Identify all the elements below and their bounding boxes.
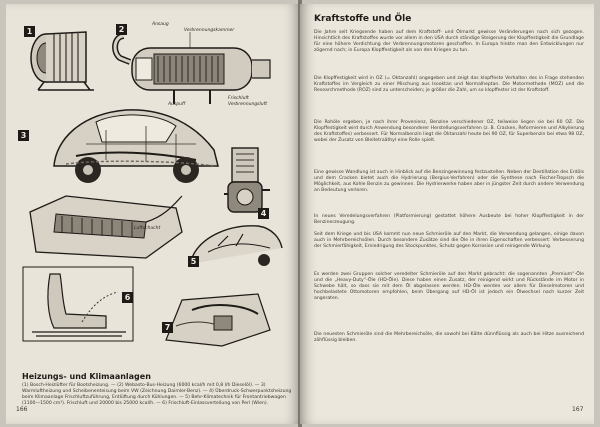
figure-3-number: 3: [18, 130, 29, 141]
figure-5-car-front: [188, 216, 284, 270]
figure-4-number: 4: [258, 208, 269, 219]
section-heading: Kraftstoffe und Öle: [314, 14, 412, 24]
left-page: [6, 4, 300, 424]
paragraph-7: Es werden zwei Gruppen solcher veredelter Schmieröle auf den Markt gebracht: die sogenannten „Premium“-Öle und die „Heavy-Duty“-Öle (HD-Öle). Diese haben einen Zusatz, der reinigend wirkt und Rückstände im Motor in Schwebe hält, so dass sie mit dem Öl abgelassen werden. HD-Öle werden vor allem für Dieselmotoren und hochbelastete Ottomotoren empfohlen, beim Übergang auf HD-Öl ist jedoch ein Ölwechsel nach kurzer Zeit angeraten.: [314, 272, 584, 302]
callout-frischluft: Frischluft: [228, 96, 249, 101]
figure-7-engine: [162, 280, 274, 350]
figure-6-seat: [22, 266, 134, 342]
paragraph-6: Seit dem Kriege und bis USA kommt nun neue Schmieröle auf den Markt, die Verwendung gelangen, einige davon auch in Mehrbereichsölen. Durch besondere Zusätze sind die Öle in ihren Eigenschaften verbessert: Verbesserung der Schmierfähigkeit, Erniedrigung des Stockpunktes, Schutz gegen Korrosion und reinigende Wirkung.: [314, 232, 584, 250]
figure-2-number: 2: [116, 24, 127, 35]
figure-1-heater: [24, 26, 104, 92]
figure-4-unit: [222, 144, 272, 220]
callout-luftschacht: Luftschacht: [134, 226, 161, 231]
page-number-right: 167: [572, 406, 584, 413]
paragraph-5: In neues Veredelungsverfahren (Platformierung) gestattet höhere Ausbeute bei hoher Klopffestigkeit in der Benzinerzeugung.: [314, 214, 584, 226]
figure-7-number: 7: [162, 322, 173, 333]
figure-3-vw-beetle: [20, 100, 226, 192]
figure-2-webasto-heater: [110, 22, 280, 112]
callout-ansaug: Ansaug: [152, 22, 169, 27]
paragraph-8: Die neuesten Schmieröle sind die Mehrbereichsöle, die sowohl bei Kälte dünnflüssig als auch bei Hitze ausreichend zähflüssig bleiben.: [314, 332, 584, 344]
paragraph-3: Die Rohöle ergeben, je nach ihrer Provenienz, Benzine verschiedener OZ, teilweise liegen sie bei 60 OZ. Die Klopffestigkeit wird durch Anwendung besonderer Herstellungsverfahren (z. B. Cracken, Reformieren und Alkylierung des Kraftstoffes) verbessert. Für Normalbenzin liegt die Oktanzahl heute bei 90 OZ, für Superbenzin bei etwa 98 OZ, wobei der Zusatz von Bleitetraäthyl eine Rolle spielt.: [314, 120, 584, 144]
callout-verbrennungskammer: Verbrennungskammer: [184, 28, 235, 33]
callout-verbrennungsluft: Verbrennungsluft: [228, 102, 267, 107]
figure-1-number: 1: [24, 26, 35, 37]
right-page: [300, 4, 594, 424]
callout-auspuff: Auspuff: [168, 102, 186, 107]
figure-5-dashboard-ducts: [26, 192, 186, 262]
paragraph-2: Die Klopffestigkeit wird in OZ (= Oktanzahl) angegeben und zeigt das klopffeste Verhalten des in Frage stehenden Kraftstoffes im Vergleich zu einer Mischung aus Isooktan und Normalheptan. Die Motormethode (MOZ) und die Researchmethode (ROZ) sind zu unterscheiden; je größer die Zahl, um so klopffester ist der Kraftstoff.: [314, 76, 584, 94]
caption-title: Heizungs- und Klimaanlagen: [22, 372, 151, 381]
paragraph-4: Eine gewisse Wandlung ist auch in Hinblick auf die Benzingewinnung festzustellen. Neben der Destillation des Erdöls und dem Cracken bietet auch die Hydrierung (Bergius-Verfahren) oder die Synthese nach Fischer-Tropsch die Möglichkeit, aus Kohle Benzin zu gewinnen. Die Hydrierwerke haben aber in jüngster Zeit durch andere Verwendung an Bedeutung verloren.: [314, 170, 584, 194]
caption-text: (1) Bosch-Heizlüfter für Bootsheizung. — (2) Webasto-Bus-Heizung (6000 kcal/h mit 0,8 l/h Dieselöl). — 3) Warmluftheizung und Scheibenenteisung beim VW (Zeichnung Daimler-Benz). — 4) Überdruck-Schwerpunktsheizung beim Klimaanlage Frischluftzuführung, Entlüftung durch Kühlungen. — 5) Behr-Klimatechnik für Frontantriebwagen (1100—1500 cm³). Frischluft und 20000 bis 25000 kcal/h. — 6) Frischluft-Einlassverteilung von Perl (Wien).: [22, 383, 292, 407]
page-number-left: 166: [16, 406, 28, 413]
figure-6-number: 6: [122, 292, 133, 303]
figure-5-number: 5: [188, 256, 199, 267]
paragraph-1: Die Jahre seit Kriegsende haben auf dem Kraftstoff- und Ölmarkt gewisse Veränderungen nach sich gezogen. Hinsichtlich des Kraftstoffes wurde vor allem in den USA durch ständige Steigerung der Klopffestigkeit die Grundlage für eine höhere Verdichtung der Verbrennungsmotoren geschaffen. In Europa hinkte man den Entwicklungen nur zögernd nach; in Europa Klopffestigkeit als von den Kriegen zu tun.: [314, 30, 584, 54]
